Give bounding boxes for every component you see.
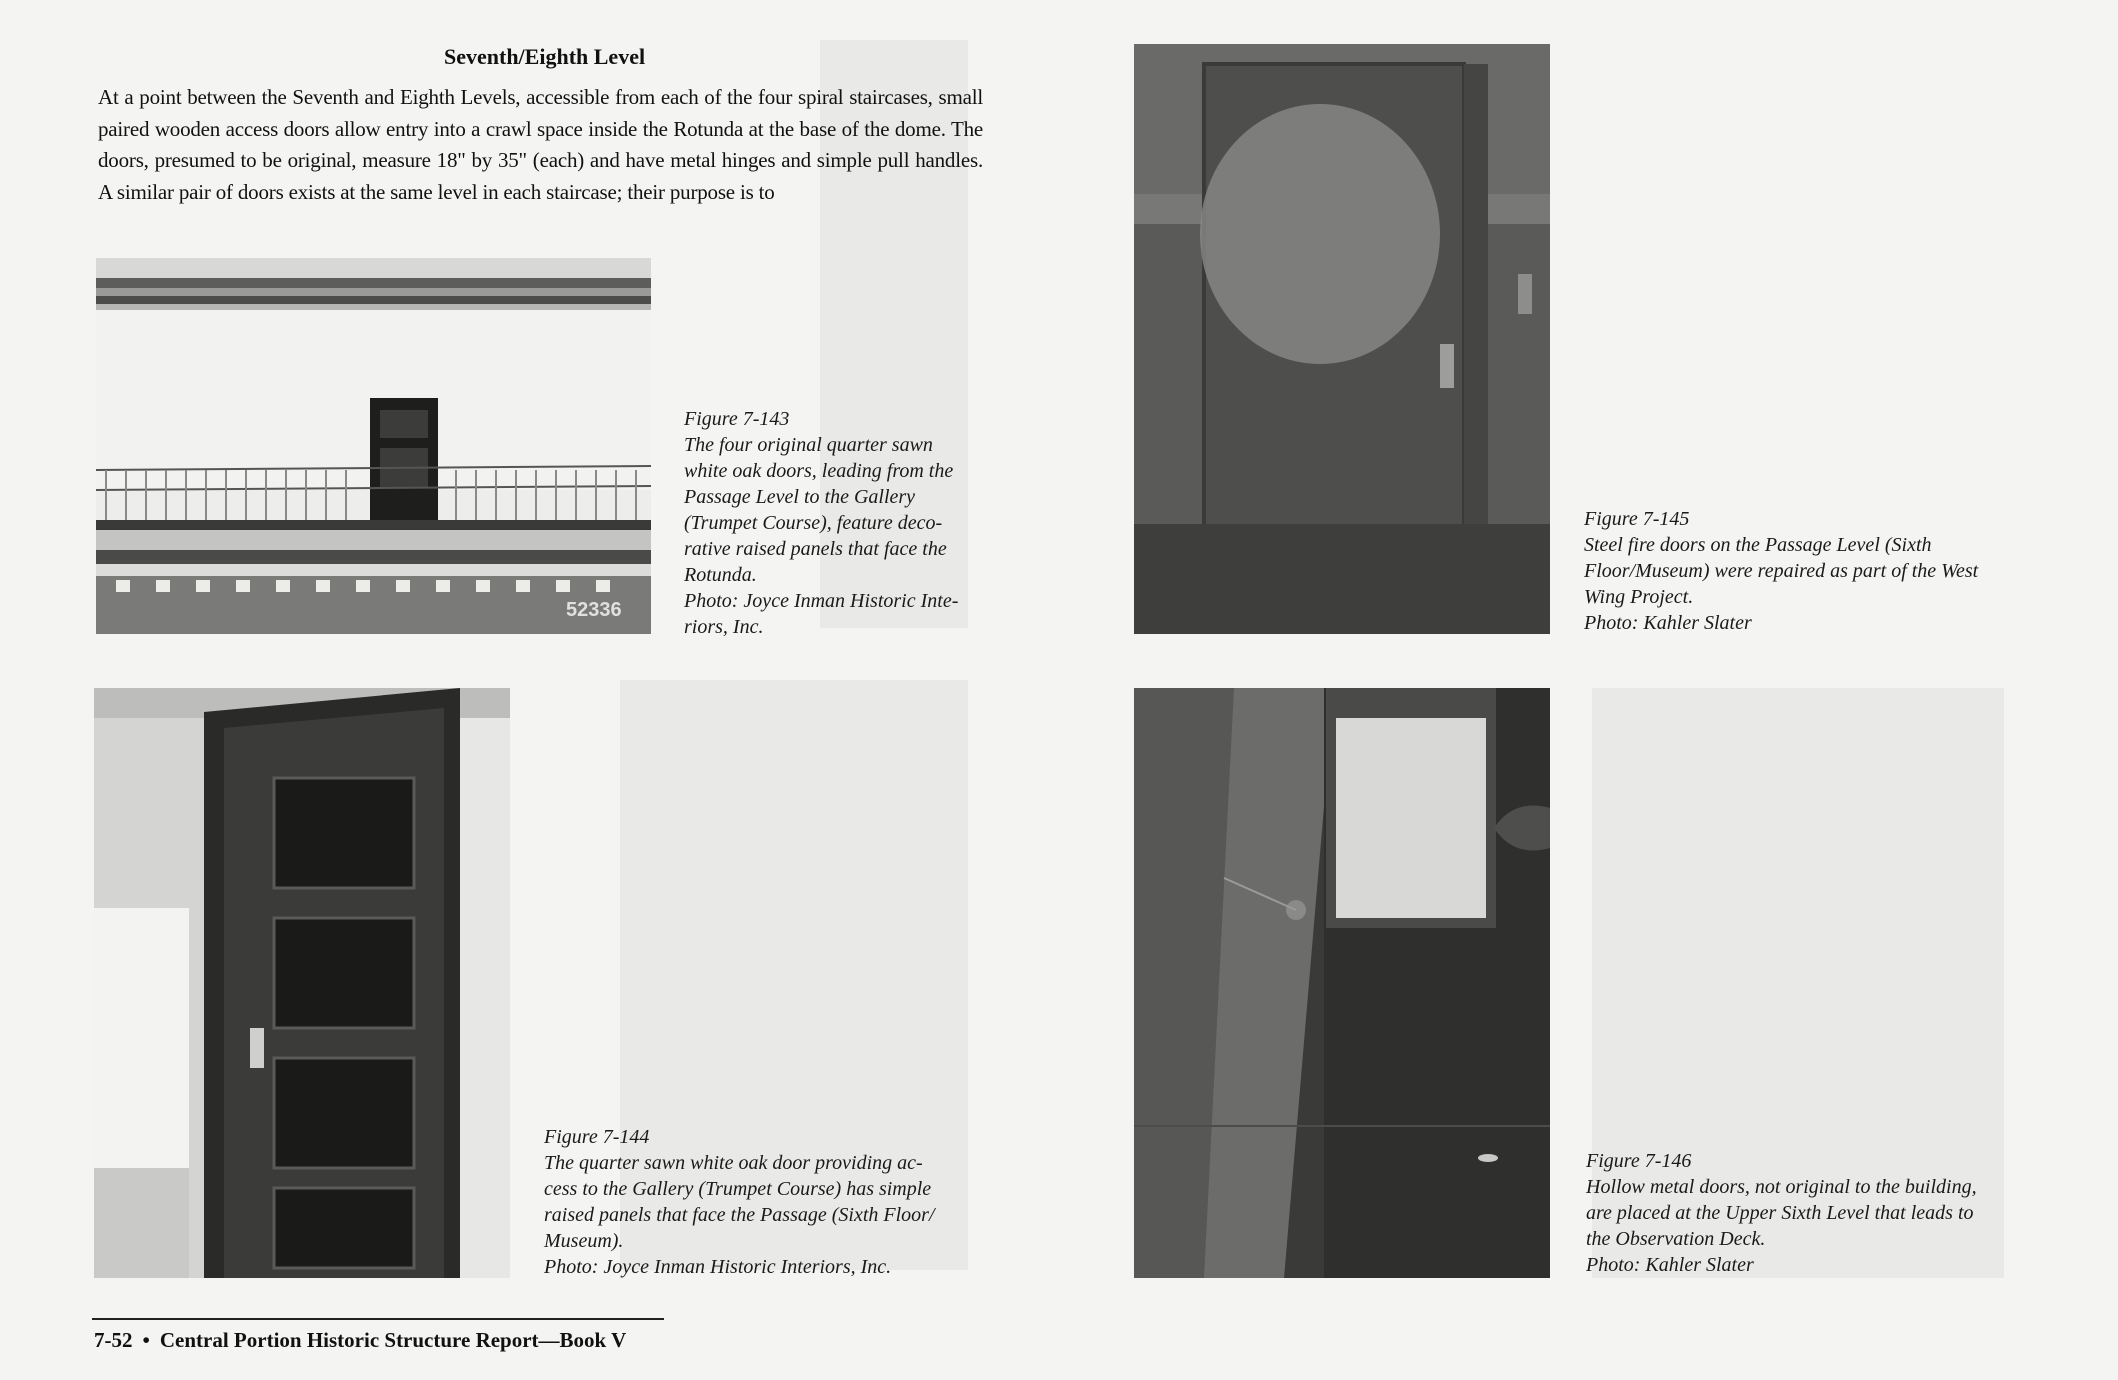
caption-photo-credit: riors, Inc.: [684, 616, 764, 638]
caption-line: cess to the Gallery (Trumpet Course) has simple: [544, 1178, 932, 1200]
caption-line: Wing Project.: [1584, 586, 1694, 608]
caption-line: Hollow metal doors, not original to the building,: [1586, 1176, 1977, 1198]
footer-separator: •: [142, 1328, 150, 1352]
caption-line: Floor/Museum) were repaired as part of the West: [1584, 560, 1979, 582]
caption-photo-credit: Photo: Kahler Slater: [1584, 612, 1752, 634]
photo-number-tag: 52336: [566, 599, 622, 621]
page-number: 7-52: [94, 1328, 133, 1352]
caption-photo-credit: Photo: Joyce Inman Historic Inte-: [684, 590, 959, 612]
caption-figure-7-144: [544, 1124, 935, 1280]
caption-figure-7-145: [1584, 506, 1978, 636]
caption-line: Rotunda.: [684, 564, 757, 586]
caption-line: (Trumpet Course), feature deco-: [684, 512, 943, 534]
caption-line: white oak doors, leading from the: [684, 460, 954, 482]
caption-line: Museum).: [544, 1230, 624, 1252]
figure-label: Figure 7-144: [544, 1126, 650, 1148]
caption-line: raised panels that face the Passage (Sixth Floor/: [544, 1204, 935, 1226]
photo-steel-fire-door: [1134, 44, 1550, 634]
caption-line: the Observation Deck.: [1586, 1228, 1766, 1250]
body-paragraph: At a point between the Seventh and Eighth Levels, accessible from each of the four spiral staircases, small paired wooden access doors allow entry into a crawl space inside the Rotunda at the base of the dome. The doors, presumed to be original, measure 18" by 35" (each) and have metal hinges and simple pull handles. A similar pair of doors exists at the same level in each staircase; their purpose is to: [98, 85, 983, 204]
figure-label: Figure 7-146: [1586, 1150, 1692, 1172]
section-heading: Seventh/Eighth Level: [444, 44, 646, 69]
caption-line: are placed at the Upper Sixth Level that leads to: [1586, 1202, 1974, 1224]
page-footer: [94, 1328, 626, 1353]
figure-label: Figure 7-143: [684, 408, 790, 430]
figure-label: Figure 7-145: [1584, 508, 1690, 530]
caption-line: The four original quarter sawn: [684, 434, 933, 456]
caption-photo-credit: Photo: Joyce Inman Historic Interiors, Inc.: [544, 1256, 892, 1278]
caption-line: Steel fire doors on the Passage Level (Sixth: [1584, 534, 1932, 556]
photo-rotunda-gallery-door: [96, 258, 651, 634]
caption-photo-credit: Photo: Kahler Slater: [1586, 1254, 1754, 1276]
caption-line: The quarter sawn white oak door providing ac-: [544, 1152, 923, 1174]
report-title: Central Portion Historic Structure Report—Book V: [159, 1328, 627, 1352]
caption-figure-7-143: [684, 406, 958, 640]
photo-oak-door: [94, 688, 510, 1278]
caption-figure-7-146: [1586, 1148, 1977, 1278]
caption-line: Passage Level to the Gallery: [684, 486, 916, 508]
caption-line: rative raised panels that face the: [684, 538, 947, 560]
footer-rule: [92, 1318, 664, 1320]
photo-hollow-metal-door: [1134, 688, 1550, 1278]
